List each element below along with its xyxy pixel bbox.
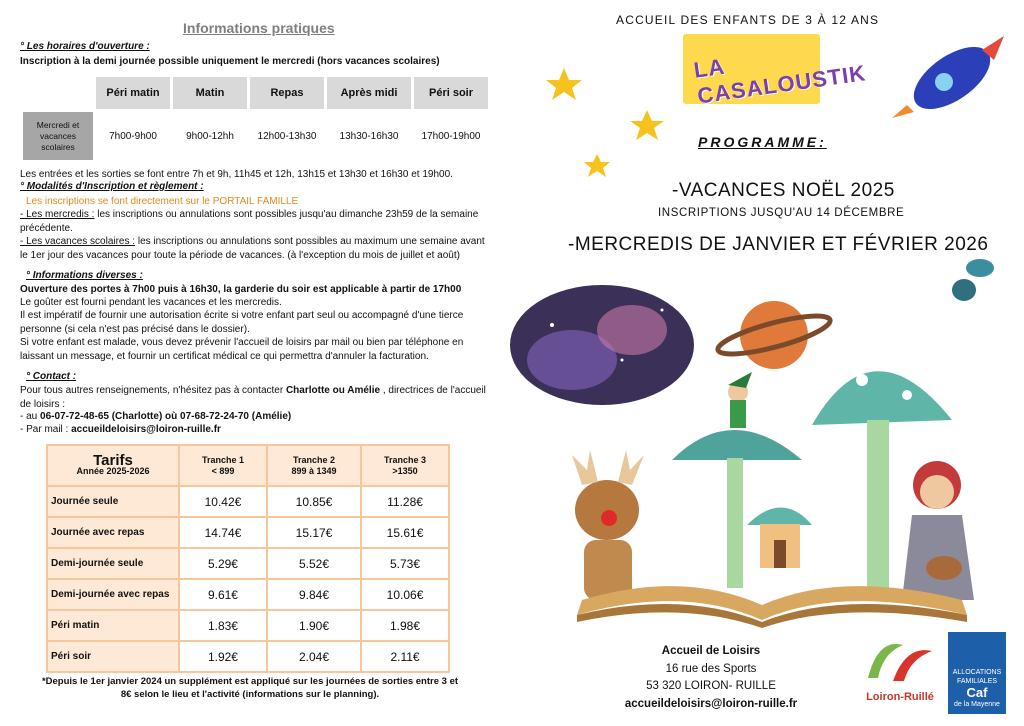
phone-prefix: - au bbox=[20, 411, 41, 422]
loiron-ruille-emblem-icon bbox=[858, 633, 942, 691]
tarif-row bbox=[48, 580, 448, 609]
mercredis-title: -MERCREDIS DE JANVIER ET FÉVRIER 2026 bbox=[568, 234, 989, 255]
rock-icon bbox=[952, 259, 994, 301]
tarif-price: 5.52€ bbox=[268, 549, 360, 578]
ouverture-text: Ouverture des portes à 7h00 puis à 16h30, la garderie du soir est applicable à partir de 17h00 bbox=[20, 284, 462, 295]
tarif-price: 1.92€ bbox=[180, 642, 266, 671]
tranche-name: Tranche 2 bbox=[292, 454, 335, 465]
tranche-name: Tranche 1 bbox=[201, 454, 244, 465]
tarif-price: 10.06€ bbox=[362, 580, 448, 609]
programme-panel bbox=[512, 0, 1024, 726]
mercredis-label: - Les mercredis : bbox=[20, 209, 95, 220]
hours-col-peri-matin: Péri matin bbox=[96, 77, 170, 109]
casaloustik-logo bbox=[683, 34, 868, 109]
contact-phone bbox=[20, 410, 495, 424]
hours-cell: 12h00-13h30 bbox=[257, 130, 317, 142]
caf-title: Caf bbox=[966, 685, 988, 700]
house-icon bbox=[747, 508, 812, 569]
tarif-row-label: Demi-journée avec repas bbox=[48, 580, 178, 609]
tarif-price: 14.74€ bbox=[180, 518, 266, 547]
nebula-icon bbox=[510, 285, 694, 405]
portail-famille-text: Les inscriptions se font directement sur le PORTAIL FAMILLE bbox=[26, 196, 299, 207]
hours-col-matin: Matin bbox=[173, 77, 247, 109]
tarif-row-label: Péri matin bbox=[48, 611, 178, 640]
tarifs-subtitle: Année 2025-2026 bbox=[76, 465, 150, 476]
mercredis-text bbox=[20, 208, 495, 235]
tranche-2-header bbox=[268, 446, 360, 485]
hours-col-repas: Repas bbox=[250, 77, 324, 109]
hours-corner bbox=[23, 77, 93, 109]
hours-cell: 13h30-16h30 bbox=[339, 130, 399, 142]
tarif-price: 2.04€ bbox=[268, 642, 360, 671]
programme-heading: PROGRAMME: bbox=[698, 134, 827, 150]
tarif-row bbox=[48, 518, 448, 547]
girl-icon bbox=[902, 461, 974, 600]
casaloustik-logo-text: LA CASALOUSTIK bbox=[692, 53, 868, 109]
star-icon bbox=[584, 154, 610, 177]
tarif-row-label: Demi-journée seule bbox=[48, 549, 178, 578]
address-block bbox=[616, 643, 806, 713]
star-icon bbox=[546, 68, 582, 100]
hours-cell: 17h00-19h00 bbox=[421, 130, 481, 142]
tarif-row-label: Péri soir bbox=[48, 642, 178, 671]
planet-icon bbox=[715, 301, 833, 369]
decorative-illustration bbox=[512, 0, 1024, 726]
tarif-price: 9.61€ bbox=[180, 580, 266, 609]
vacances-label: - Les vacances scolaires : bbox=[20, 236, 136, 247]
elf-icon bbox=[728, 372, 752, 428]
tarif-price: 5.73€ bbox=[362, 549, 448, 578]
caf-logo bbox=[948, 632, 1006, 714]
divers-heading: ° Informations diverses : bbox=[26, 270, 143, 281]
gouter-text: Le goûter est fourni pendant les vacances et les mercredis. bbox=[20, 297, 282, 308]
entrees-text: Les entrées et les sorties se font entre 7h et 9h, 11h45 et 12h, 13h15 et 13h30 et 16h30 et 19h00. bbox=[20, 169, 453, 180]
mercredis-body: les inscriptions ou annulations sont possibles jusqu'au dimanche 23h59 de la semaine précédente. bbox=[20, 209, 479, 234]
reindeer-icon bbox=[572, 450, 644, 600]
tranche-range: >1350 bbox=[392, 465, 418, 476]
phone-numbers: 06-07-72-48-65 (Charlotte) où 07-68-72-24-70 (Amélie) bbox=[40, 411, 292, 422]
tarifs-title: Tarifs bbox=[93, 451, 133, 469]
tarif-note: *Depuis le 1er janvier 2024 un supplément est appliqué sur les journées de sorties entre 3 et 8€ selon le lieu et l'activité (informations sur le planning). bbox=[41, 676, 459, 700]
rocket-icon bbox=[892, 35, 1004, 122]
address-email[interactable]: accueildeloisirs@loiron-ruille.fr bbox=[624, 697, 798, 710]
address-name: Accueil de Loisirs bbox=[661, 645, 761, 657]
tarif-price: 10.85€ bbox=[268, 487, 360, 516]
hours-col-apres-midi: Après midi bbox=[327, 77, 411, 109]
tarif-price: 5.29€ bbox=[180, 549, 266, 578]
open-book-icon bbox=[577, 586, 967, 628]
malade-text: Si votre enfant est malade, vous devez prévenir l'accueil de loisirs par mail ou bien par téléphone en laissant un message, et fournir un certificat médical ce qui permettra d'annuler la facturation. bbox=[20, 337, 464, 362]
tarifs-title-cell bbox=[48, 446, 178, 485]
modalites-heading: ° Modalités d'Inscription et règlement : bbox=[20, 181, 204, 192]
tarifs-table bbox=[46, 444, 450, 673]
tarif-price: 2.11€ bbox=[362, 642, 448, 671]
tarif-price: 1.83€ bbox=[180, 611, 266, 640]
autorisation-text: Il est impératif de fournir une autorisation écrite si votre enfant part seul ou accompagné d'une tierce personne (si cela n'est pas précisé dans le dossier). bbox=[20, 310, 464, 335]
tarif-price: 9.84€ bbox=[268, 580, 360, 609]
contact-heading: ° Contact : bbox=[26, 371, 77, 382]
info-title: Informations pratiques bbox=[183, 20, 335, 36]
tranche-range: < 899 bbox=[211, 465, 235, 476]
tranche-name: Tranche 3 bbox=[384, 454, 427, 465]
contact-mail bbox=[20, 423, 495, 437]
tarif-price: 1.90€ bbox=[268, 611, 360, 640]
contact-intro: Pour tous autres renseignements, n'hésitez pas à contacter bbox=[20, 385, 286, 396]
caf-mayenne: de la Mayenne bbox=[954, 701, 1000, 708]
tranche-3-header bbox=[362, 446, 448, 485]
contact-text bbox=[20, 384, 495, 411]
contact-outro: , directrices de l'accueil de loisirs : bbox=[20, 385, 486, 410]
vacances-text bbox=[20, 235, 495, 262]
loiron-ruille-label: Loiron-Ruillé bbox=[866, 691, 934, 703]
tarif-price: 15.17€ bbox=[268, 518, 360, 547]
tarif-row bbox=[48, 611, 448, 640]
address-street: 16 rue des Sports bbox=[665, 662, 757, 675]
vacances-noel-title: -VACANCES NOËL 2025 bbox=[672, 180, 895, 201]
tranche-1-header bbox=[180, 446, 266, 485]
inscriptions-deadline: INSCRIPTIONS JUSQU'AU 14 DÉCEMBRE bbox=[658, 207, 905, 219]
mail-prefix: - Par mail : bbox=[20, 424, 72, 435]
hours-row-label: Mercredi et vacances scolaires bbox=[23, 112, 93, 160]
star-icon bbox=[630, 110, 664, 140]
hours-cell: 9h00-12hh bbox=[186, 130, 234, 142]
tarif-price: 11.28€ bbox=[362, 487, 448, 516]
loiron-ruille-logo bbox=[858, 633, 942, 713]
address-city: 53 320 LOIRON- RUILLE bbox=[646, 680, 776, 692]
tarif-price: 1.98€ bbox=[362, 611, 448, 640]
tarif-row bbox=[48, 549, 448, 578]
mail-address[interactable]: accueildeloisirs@loiron-ruille.fr bbox=[71, 424, 221, 435]
tarif-row bbox=[48, 642, 448, 671]
tarif-price: 15.61€ bbox=[362, 518, 448, 547]
tarif-row bbox=[48, 487, 448, 516]
vacances-body: les inscriptions ou annulations sont possibles au maximum une semaine avant le 1er jour des vacances pour toute la période de vacances. (à l'exception du mois de juillet et août) bbox=[20, 236, 485, 261]
hours-col-peri-soir: Péri soir bbox=[414, 77, 488, 109]
contact-names: Charlotte ou Amélie bbox=[285, 385, 381, 396]
horaires-heading: ° Les horaires d'ouverture : bbox=[20, 41, 150, 52]
tarif-row-label: Journée seule bbox=[48, 487, 178, 516]
hours-cell: 7h00-9h00 bbox=[109, 130, 157, 142]
horaires-intro: Inscription à la demi journée possible uniquement le mercredi (hors vacances scolaires) bbox=[20, 56, 440, 67]
hours-table bbox=[20, 74, 491, 163]
tarif-price: 10.42€ bbox=[180, 487, 266, 516]
caf-allocations: ALLOCATIONS FAMILIALES bbox=[952, 669, 1002, 685]
tarif-row-label: Journée avec repas bbox=[48, 518, 178, 547]
tranche-range: 899 à 1349 bbox=[291, 465, 337, 476]
audience-title: ACCUEIL DES ENFANTS DE 3 À 12 ANS bbox=[616, 13, 880, 27]
